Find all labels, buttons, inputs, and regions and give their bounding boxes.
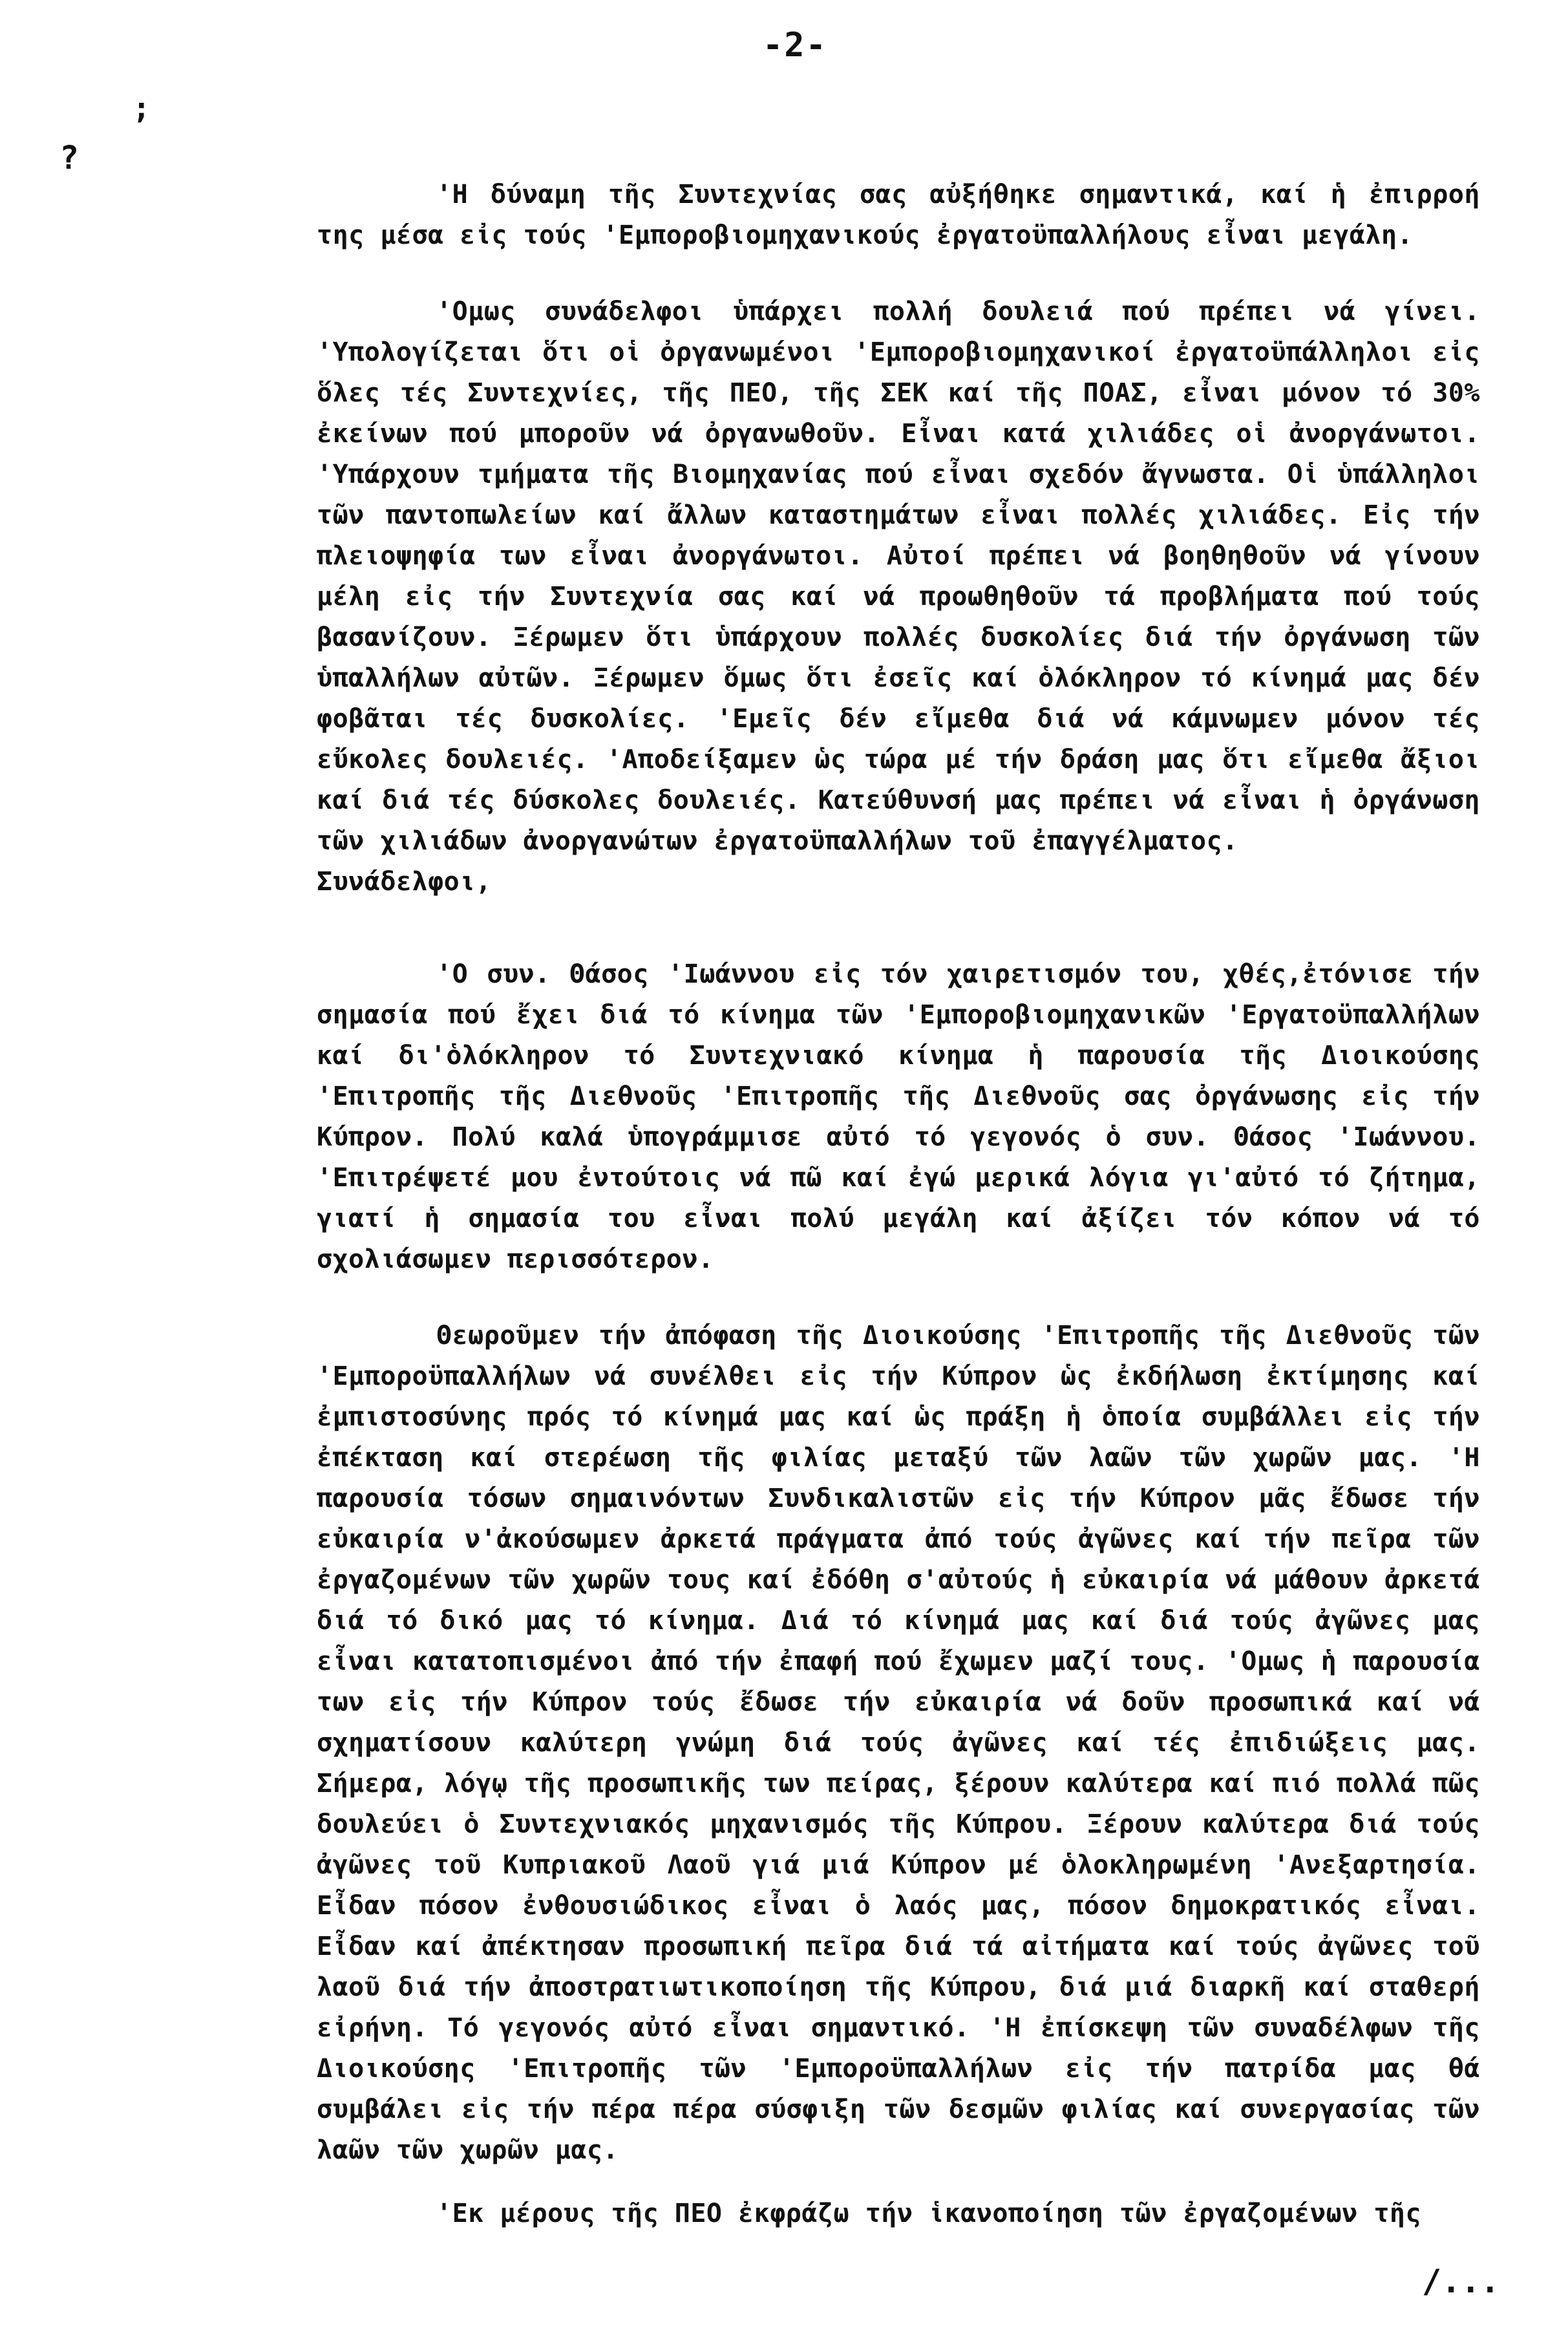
salutation: Συνάδελφοι, (317, 867, 492, 897)
document-body (317, 175, 1480, 2234)
paragraph: 'Η δύναμη τῆς Συντεχνίας σας αὐξήθηκε σημαντικά, καί ἡ ἐπιρροή της μέσα εἰς τούς 'Εμποροβιομηχανικούς ἐργατοϋπαλλήλους εἶναι μεγάλη. (317, 180, 1480, 250)
margin-mark: ; (132, 91, 151, 125)
paragraph: 'Ομως συνάδελφοι ὑπάρχει πολλή δουλειά πού πρέπει νά γίνει. 'Υπολογίζεται ὅτι οἱ ὀργανωμένοι 'Εμποροβιομηχανικοί ἐργατοϋπάλληλοι εἰς ὅλες τές Συντεχνίες, τῆς ΠΕΟ, τῆς ΣΕΚ καί τῆς ΠΟΑΣ, εἶναι μόνον τό 30% ἐκείνων πού μποροῦν νά ὀργανωθοῦν. Εἶναι κατά χιλιάδες οἱ ἀνοργάνωτοι. 'Υπάρχουν τμήματα τῆς Βιομηχανίας πού εἶναι σχεδόν ἄγνωστα. Οἱ ὑπάλληλοι τῶν παντοπωλείων καί ἄλλων καταστημάτων εἶναι πολλές χιλιάδες. Εἰς τήν πλειοψηφία των εἶναι ἀνοργάνωτοι. Αὐτοί πρέπει νά βοηθηθοῦν νά γίνουν μέλη εἰς τήν Συντεχνία σας καί νά προωθηθοῦν τά προβλήματα πού τούς βασανίζουν. Ξέρωμεν ὅτι ὑπάρχουν πολλές δυσκολίες διά τήν ὀργάνωση τῶν ὑπαλλήλων αὐτῶν. Ξέρωμεν ὅμως ὅτι ἐσεῖς καί ὁλόκληρον τό κίνημά μας δέν φοβᾶται τές δυσκολίες. 'Εμεῖς δέν εἴμεθα διά νά κάμνωμεν μόνον τές εὔκολες δουλειές. 'Αποδείξαμεν ὡς τώρα μέ τήν δράση μας ὅτι εἴμεθα ἄξιοι καί διά τές δύσκολες δουλειές. Κατεύθυνσή μας πρέπει νά εἶναι ἡ ὀργάνωση τῶν χιλιάδων ἀνοργανώτων ἐργατοϋπαλλήλων τοῦ ἐπαγγέλματος. (317, 297, 1480, 856)
paragraph: 'Ο συν. Θάσος 'Ιωάννου εἰς τόν χαιρετισμόν του, χθές,ἐτόνισε τήν σημασία πού ἔχει διά τό κίνημα τῶν 'Εμποροβιομηχανικῶν 'Εργατοϋπαλλήλων καί δι'ὁλόκληρον τό Συντεχνιακό κίνημα ἡ παρουσία τῆς Διοικούσης 'Επιτροπῆς τῆς Διεθνοῦς 'Επιτροπῆς τῆς Διεθνοῦς σας ὀργάνωσης εἰς τήν Κύπρον. Πολύ καλά ὑπογράμμισε αὐτό τό γεγονός ὁ συν. Θάσος 'Ιωάννου. 'Επιτρέψετέ μου ἐντούτοις νά πῶ καί ἐγώ μερικά λόγια γι'αὐτό τό ζήτημα, γιατί ἡ σημασία του εἶναι πολύ μεγάλη καί ἀξίζει τόν κόπον νά τό σχολιάσωμεν περισσότερον. (317, 959, 1480, 1274)
continuation-mark: /... (1422, 2263, 1500, 2300)
margin-mark: ? (59, 139, 79, 176)
paragraph: Θεωροῦμεν τήν ἀπόφαση τῆς Διοικούσης 'Επιτροπῆς τῆς Διεθνοῦς τῶν 'Εμποροϋπαλλήλων νά συνέλθει εἰς τήν Κύπρον ὡς ἐκδήλωση ἐκτίμησης καί ἐμπιστοσύνης πρός τό κίνημά μας καί ὡς πράξη ἡ ὁποία συμβάλλει εἰς τήν ἐπέκταση καί στερέωση τῆς φιλίας μεταξύ τῶν λαῶν τῶν χωρῶν μας. 'Η παρουσία τόσων σημαινόντων Συνδικαλιστῶν εἰς τήν Κύπρον μᾶς ἔδωσε τήν εὐκαιρία ν'ἀκούσωμεν ἀρκετά πράγματα ἀπό τούς ἀγῶνες καί τήν πεῖρα τῶν ἐργαζομένων τῶν χωρῶν τους καί ἐδόθη σ'αὐτούς ἡ εὐκαιρία νά μάθουν ἀρκετά διά τό δικό μας τό κίνημα. Διά τό κίνημά μας καί διά τούς ἀγῶνες μας εἶναι κατατοπισμένοι ἀπό τήν ἐπαφή πού ἔχωμεν μαζί τους. 'Ομως ἡ παρουσία των εἰς τήν Κύπρον τούς ἔδωσε τήν εὐκαιρία νά δοῦν προσωπικά καί νά σχηματίσουν καλύτερη γνώμη διά τούς ἀγῶνες καί τές ἐπιδιώξεις μας. Σήμερα, λόγῳ τῆς προσωπικῆς των πείρας, ξέρουν καλύτερα καί πιό πολλά πῶς δουλεύει ὁ Συντεχνιακός μηχανισμός τῆς Κύπρου. Ξέρουν καλύτερα διά τούς ἀγῶνες τοῦ Κυπριακοῦ Λαοῦ γιά μιά Κύπρον μέ ὁλοκληρωμένη 'Ανεξαρτησία. Εἶδαν πόσον ἐνθουσιώδικος εἶναι ὁ λαός μας, πόσον δημοκρατικός εἶναι. Εἶδαν καί ἀπέκτησαν προσωπική πεῖρα διά τά αἰτήματα καί τούς ἀγῶνες τοῦ λαοῦ διά τήν ἀποστρατιωτικοποίηση τῆς Κύπρου, διά μιά διαρκῆ καί σταθερή εἰρήνη. Τό γεγονός αὐτό εἶναι σημαντικό. 'Η ἐπίσκεψη τῶν συναδέλφων τῆς Διοικούσης 'Επιτροπῆς τῶν 'Εμποροϋπαλλήλων εἰς τήν πατρίδα μας θά συμβάλει εἰς τήν πέρα πέρα σύσφιξη τῶν δεσμῶν φιλίας καί συνεργασίας τῶν λαῶν τῶν χωρῶν μας. (317, 1321, 1480, 2165)
page-number: -2- (763, 26, 827, 65)
paragraph: 'Εκ μέρους τῆς ΠΕΟ ἐκφράζω τήν ἱκανοποίηση τῶν ἐργαζομένων τῆς (436, 2199, 1422, 2228)
